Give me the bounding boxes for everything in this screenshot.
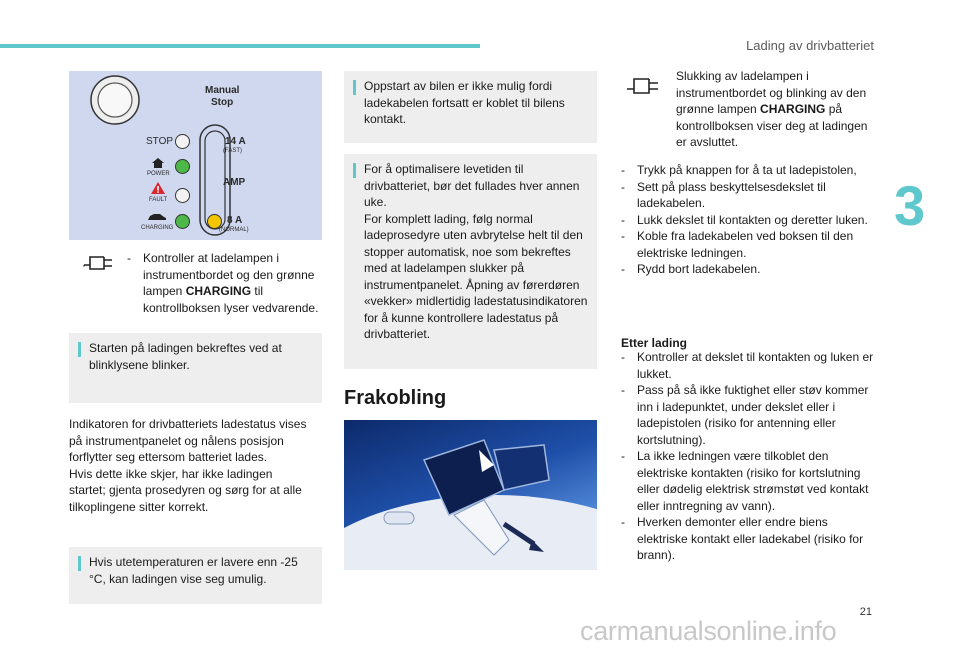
stop-label: STOP bbox=[146, 136, 174, 147]
manual-stop-label-line1: Manual bbox=[205, 85, 240, 96]
unplug-photo bbox=[344, 420, 597, 570]
fault-label: FAULT bbox=[149, 197, 168, 203]
note-text: Hvis utetemperaturen er lavere enn -25 °C, kan ladingen vise seg umulig. bbox=[89, 555, 298, 586]
control-panel-graphic bbox=[69, 71, 322, 240]
unplug-illustration bbox=[344, 420, 597, 570]
charging-plug-icon bbox=[625, 73, 661, 97]
home-icon bbox=[151, 157, 165, 169]
charging-control-panel-image bbox=[69, 71, 322, 240]
list-item: - La ikke ledningen være tilkoblet den elektriske kontakten (risiko for kortslutning eller dødelig elektrisk strømstøt ved kontakt eller inntregning av vann). bbox=[621, 449, 869, 513]
note-accent-bar bbox=[78, 556, 81, 571]
note-low-temperature bbox=[69, 547, 322, 604]
warning-icon bbox=[150, 181, 166, 195]
disconnect-steps-list bbox=[621, 162, 879, 278]
note-start-blocked bbox=[344, 71, 597, 143]
note-battery-life bbox=[344, 154, 597, 369]
note-text: Oppstart av bilen er ikke mulig fordi ladekabelen fortsatt er koblet til bilens kontakt. bbox=[364, 79, 565, 126]
charging-plug-icon bbox=[82, 251, 114, 273]
note-text: Starten på ladingen bekreftes ved at blinklysene blinker. bbox=[89, 341, 282, 372]
fault-led bbox=[175, 188, 190, 203]
note-text: For å optimalisere levetiden til drivbatteriet, bør det fullades hver annen uke. For komplett lading, følg normal ladeprosedyre uten avbrytelse helt til den stopper automatisk, noe som bekreftes med at ladelampen slukker på instrumentpanelet. Åpning av førerdøren «vekker» midlertidig ladestatusindikatoren for å kunne kontrollere ladestatus på drivbatteriet. bbox=[364, 162, 588, 341]
list-item: - Hverken demonter eller endre biens elektriske kontakt eller ladekabel (risiko for brann). bbox=[621, 515, 864, 562]
fast-amps-label: 14 A bbox=[225, 136, 246, 147]
list-item: - Pass på så ikke fuktighet eller støv kommer inn i ladepunktet, under dekslet eller i ladepistolen (risiko for antenning eller kortslutning). bbox=[621, 383, 869, 447]
list-dash: - bbox=[127, 251, 131, 265]
car-icon bbox=[147, 212, 167, 222]
manual-stop-label-line2: Stop bbox=[211, 97, 234, 108]
section-heading-frakobling: Frakobling bbox=[344, 387, 447, 409]
header-accent-bar bbox=[0, 44, 480, 48]
list-item: - Lukk dekslet til kontakten og deretter luken. bbox=[621, 212, 868, 227]
normal-label: (NORMAL) bbox=[219, 227, 249, 233]
list-item: - Sett på plass beskyttelsesdekslet til ladekabelen. bbox=[621, 179, 826, 210]
power-label: POWER bbox=[147, 171, 170, 177]
note-accent-bar bbox=[353, 163, 356, 178]
charging-led bbox=[175, 214, 190, 229]
watermark: carmanualsonline.info bbox=[580, 616, 837, 646]
list-item: - Kontroller at dekslet til kontakten og luken er lukket. bbox=[621, 350, 874, 381]
list-item: - Trykk på knappen for å ta ut ladepistolen, bbox=[621, 163, 857, 177]
stop-led bbox=[175, 134, 190, 149]
indicator-paragraph: Indikatoren for drivbatteriets ladestatus vises på instrumentpanelet og nålens posisjon forflytter seg ettersom batteriet lades. Hvis dette ikke skjer, har ikke ladingen startet; gjenta prosedyren og sørg for at alle tilkoplingene sitter korrekt. bbox=[69, 417, 307, 514]
power-led bbox=[175, 159, 190, 174]
chapter-number: 3 bbox=[894, 174, 926, 237]
note-accent-bar bbox=[78, 342, 81, 357]
fast-label: (FAST) bbox=[223, 148, 242, 154]
page-number: 21 bbox=[859, 606, 872, 618]
list-item: - Rydd bort ladekabelen. bbox=[621, 262, 761, 276]
note-start-confirm bbox=[69, 333, 322, 403]
after-charging-heading: Etter lading bbox=[621, 336, 688, 350]
note-accent-bar bbox=[353, 80, 356, 95]
list-item: - Koble fra ladekabelen ved boksen til den elektriske ledningen. bbox=[621, 229, 854, 260]
charging-finished-text: Slukking av ladelampen i instrumentbordet og blinking av den grønne lampen CHARGING på kontrollboksen viser deg at ladingen er avsluttet. bbox=[676, 69, 868, 149]
amp-label: AMP bbox=[223, 177, 246, 188]
check-charging-lamp-item: - Kontroller at ladelampen i instrumentbordet og den grønne lampen CHARGING til kontrollboksen lyser vedvarende. bbox=[127, 251, 319, 315]
page-header-title: Lading av drivbatteriet bbox=[746, 38, 874, 53]
charging-label: CHARGING bbox=[141, 225, 174, 231]
normal-amps-label: 8 A bbox=[227, 215, 243, 226]
after-charging-list bbox=[621, 349, 879, 564]
